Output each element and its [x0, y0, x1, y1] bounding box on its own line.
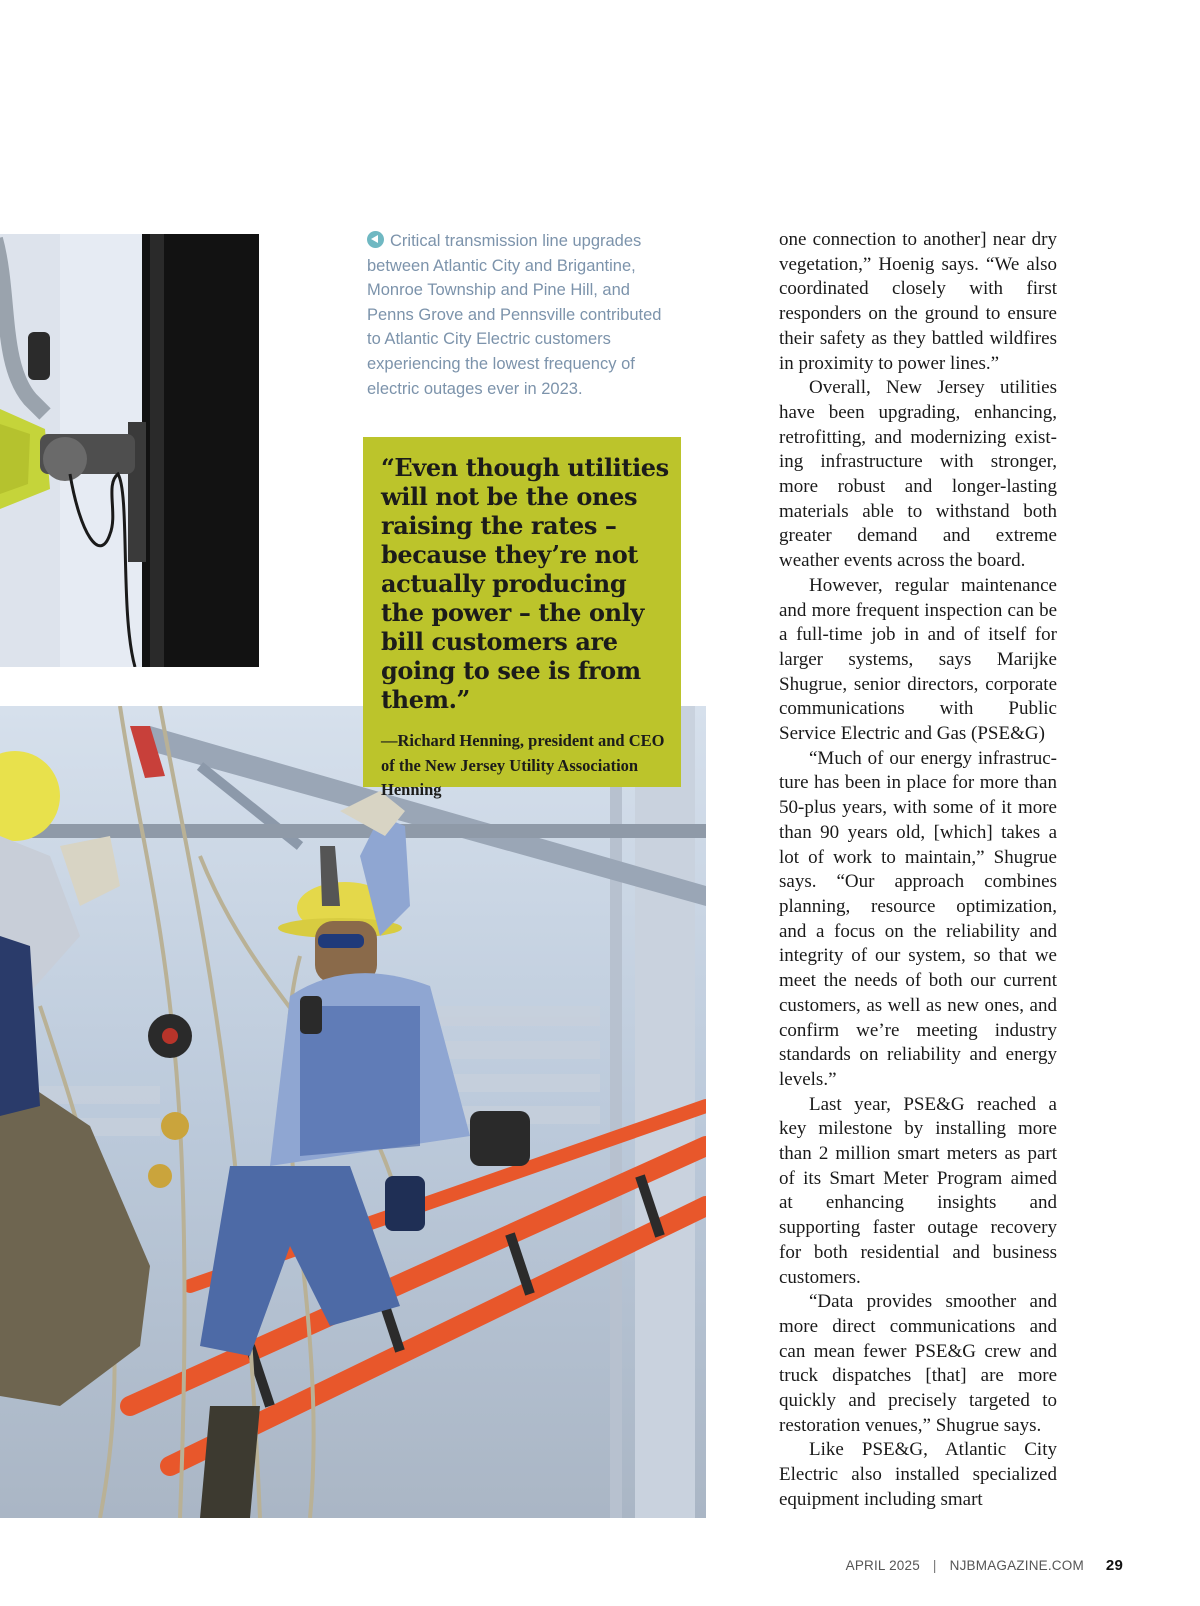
article-paragraph: “Much of our energy infrastructure has been in place for more than 50-plus years, with some of it more than 90 years old, [which] takes a lot of work to maintain,” Shugrue says. “Our approach combines planning, resource optimization, and a focus on the reliability and integrity of our system, so that we meet the needs of both our current customers, as well as new ones, and confirm we’re meeting industry standards on reliability and energy levels.”	[779, 747, 1057, 1090]
page-number: 29	[1105, 1557, 1123, 1574]
pull-quote-attribution: —Richard Henning, president and CEO of the New Jersey Utility Association Henning	[381, 731, 665, 799]
article-paragraph: However, regular maintenance and more frequent inspection can be a full-time job in and of itself for larger systems, says Marijke Shugrue, senior directors, corporate communications with Public Service Electric and Gas (PSE&G)	[779, 574, 1057, 745]
article-paragraph: Like PSE&G, Atlantic City Electric also installed specialized equipment including smart	[779, 1439, 1057, 1510]
article-paragraph: one connection to another] near dry vegetation,” Hoenig says. “We also coordinated closely with first responders on the ground to ensure their safety as they battled wildfires in proximity to power lines.”	[779, 229, 1057, 374]
pull-quote-box	[363, 437, 681, 799]
lineworkers-illustration	[0, 706, 706, 1518]
article-paragraph: Last year, PSE&G reached a key milestone by installing more than 2 million smart meters as part of its Smart Meter Program aimed at enhancing insights and supporting faster outage recovery for both residential and business customers.	[779, 1093, 1057, 1288]
article-body-column	[779, 228, 1057, 1513]
photo-caption	[367, 229, 679, 401]
photo-utility-pole-closeup	[0, 234, 259, 667]
footer-separator: |	[932, 1558, 937, 1573]
article-paragraph: Overall, New Jersey utilities have been upgrading, enhancing, retrofitting, and modernizing existing infrastructure with stronger, more robust and longer-lasting materials able to withstand both greater demand and extreme weather events across the board.	[779, 377, 1057, 572]
caption-text: Critical transmission line upgrades between Atlantic City and Brigantine, Monroe Township and Pine Hill, and Penns Grove and Pennsville contributed to Atlantic City Electric customers experiencing the lowest frequency of electric outages ever in 2023.	[367, 232, 662, 398]
pull-quote-text: “Even though utilities will not be the ones raising the rates – because they’re not actually producing the power – the only bill customers are going to see is from them.”	[381, 453, 669, 714]
footer-issue-date: APRIL 2025	[845, 1558, 920, 1573]
page-footer	[846, 1557, 1123, 1574]
article-paragraph: “Data provides smoother and more direct communications and can mean fewer PSE&G crew and truck dispatches [that] are more quickly and precisely targeted to restoration venues,” Shugrue says.	[779, 1291, 1057, 1436]
utility-pole-illustration	[0, 234, 259, 667]
photo-lineworkers-on-tower	[0, 706, 706, 1518]
footer-website: NJBMAGAZINE.COM	[949, 1558, 1084, 1573]
left-arrow-circle-icon	[367, 231, 384, 248]
